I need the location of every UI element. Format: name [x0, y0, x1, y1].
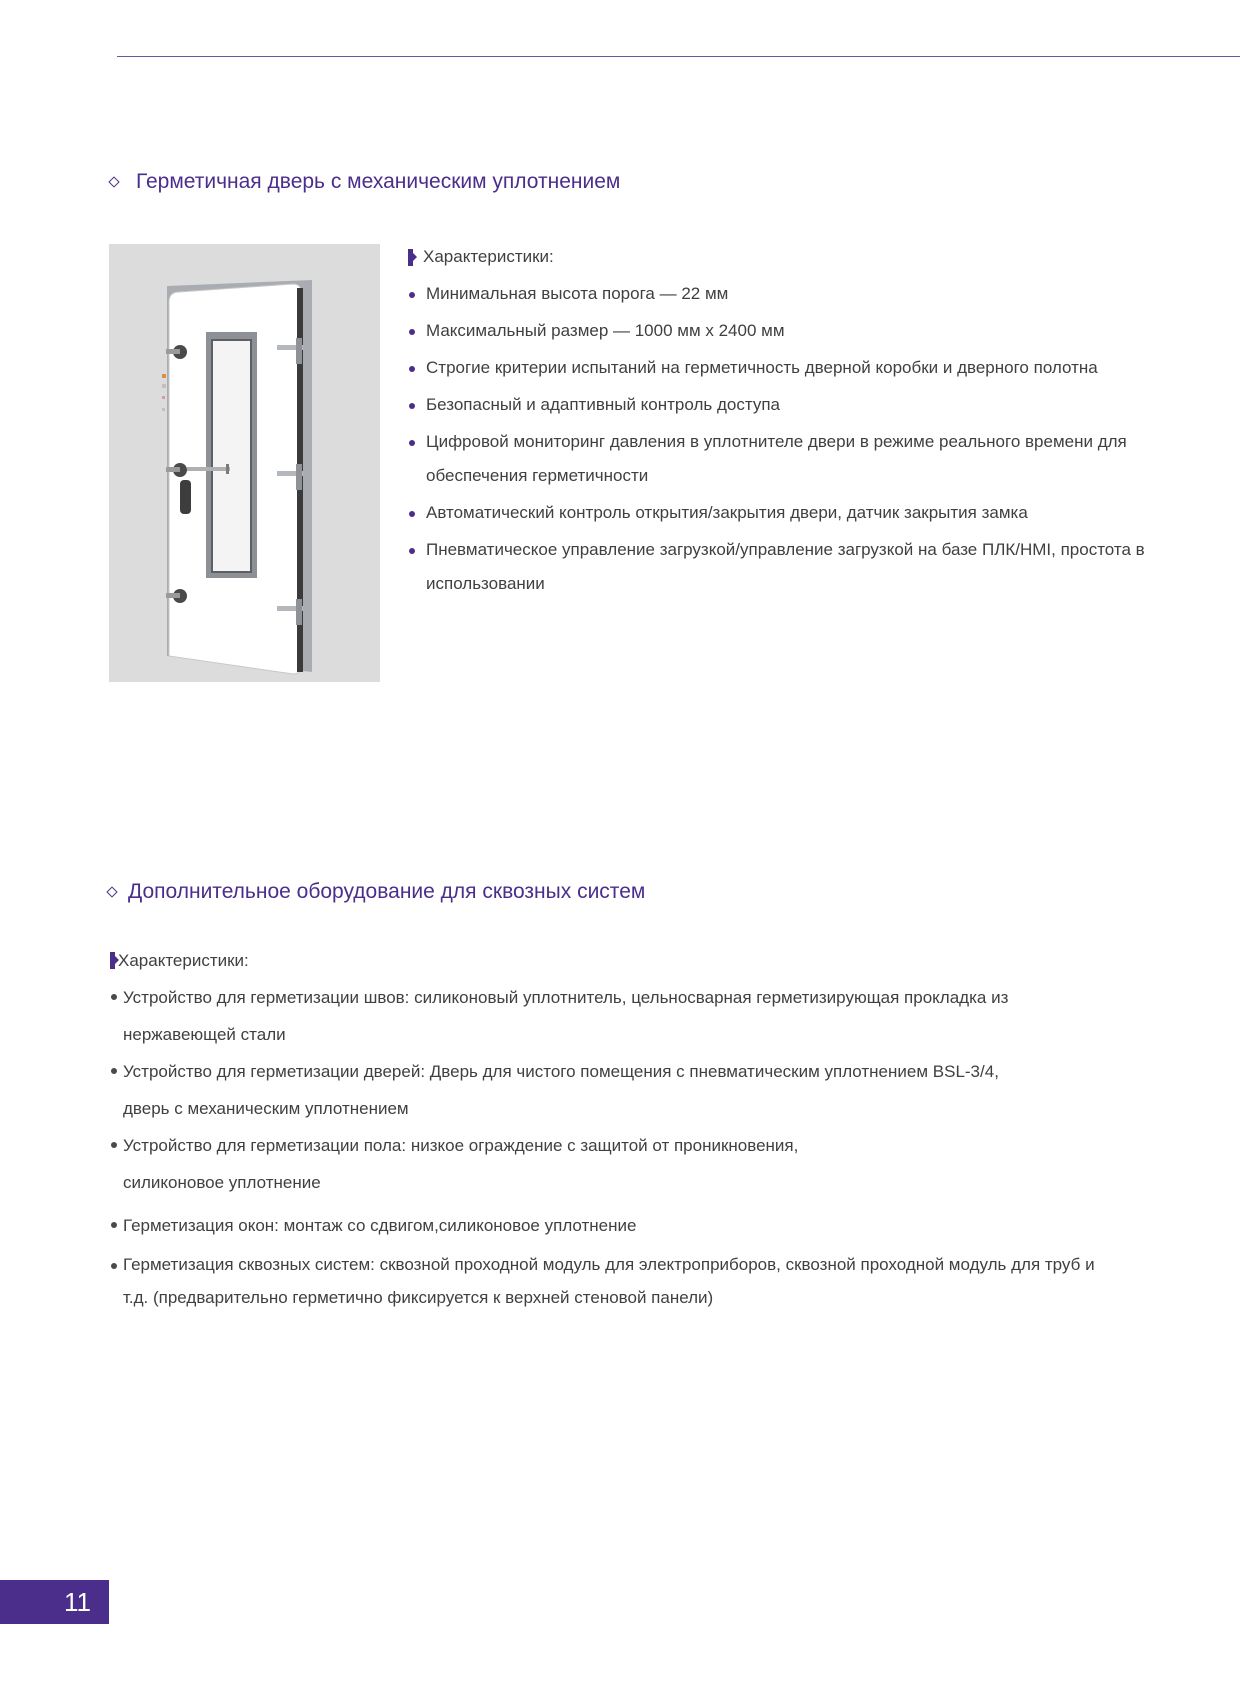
list-item: Герметизация окон: монтаж со сдвигом,силиконовое уплотнение [110, 1207, 1110, 1244]
section-heading-passthrough [108, 880, 645, 904]
door-illustration [109, 244, 380, 682]
header-rule [117, 56, 1240, 57]
section-title: Герметичная дверь с механическим уплотнением [136, 170, 621, 193]
list-item: Максимальный размер — 1000 мм x 2400 мм [408, 314, 1168, 348]
diamond-bullet-icon [106, 886, 117, 897]
list-item: Устройство для герметизации пола: низкое ограждение с защитой от проникновения, силиконовое уплотнение [110, 1127, 903, 1201]
page-number [0, 1580, 109, 1624]
section-title: Дополнительное оборудование для сквозных систем [128, 880, 646, 903]
list-item: Безопасный и адаптивный контроль доступа [408, 388, 1168, 422]
caption-marker-icon [408, 249, 413, 266]
caption-marker-icon [110, 952, 115, 969]
list-item: Устройство для герметизации дверей: Дверь для чистого помещения с пневматическим уплотнением BSL-3/4, дверь с механическим уплотнением [110, 1053, 1023, 1127]
passthrough-features [110, 942, 1110, 1314]
caption-text: Характеристики: [423, 247, 554, 266]
section-heading-sealed-door [110, 170, 620, 194]
list-item: Цифровой мониторинг давления в уплотнителе двери в режиме реального времени для обеспечения герметичности [408, 425, 1168, 493]
list-item: Минимальная высота порога — 22 мм [408, 277, 1168, 311]
sealed-door-photo [109, 244, 380, 682]
diamond-bullet-icon [108, 176, 119, 187]
features-caption [408, 240, 1168, 274]
caption-text: Характеристики: [118, 951, 249, 970]
list-item: Герметизация сквозных систем: сквозной проходной модуль для электроприборов, сквозной проходной модуль для труб и т.д. (предварительно герметично фиксируется к верхней стеновой панели) [110, 1248, 1108, 1314]
list-item: Автоматический контроль открытия/закрытия двери, датчик закрытия замка [408, 496, 1168, 530]
list-item: Устройство для герметизации швов: силиконовый уплотнитель, цельносварная герметизирующая прокладка из нержавеющей стали [110, 979, 1023, 1053]
features-caption [110, 942, 1110, 979]
list-item: Пневматическое управление загрузкой/управление загрузкой на базе ПЛК/HMI, простота в использовании [408, 533, 1168, 601]
page-number-text: 11 [64, 1586, 91, 1617]
sealed-door-features [408, 240, 1168, 604]
list-item: Строгие критерии испытаний на герметичность дверной коробки и дверного полотна [408, 351, 1168, 385]
